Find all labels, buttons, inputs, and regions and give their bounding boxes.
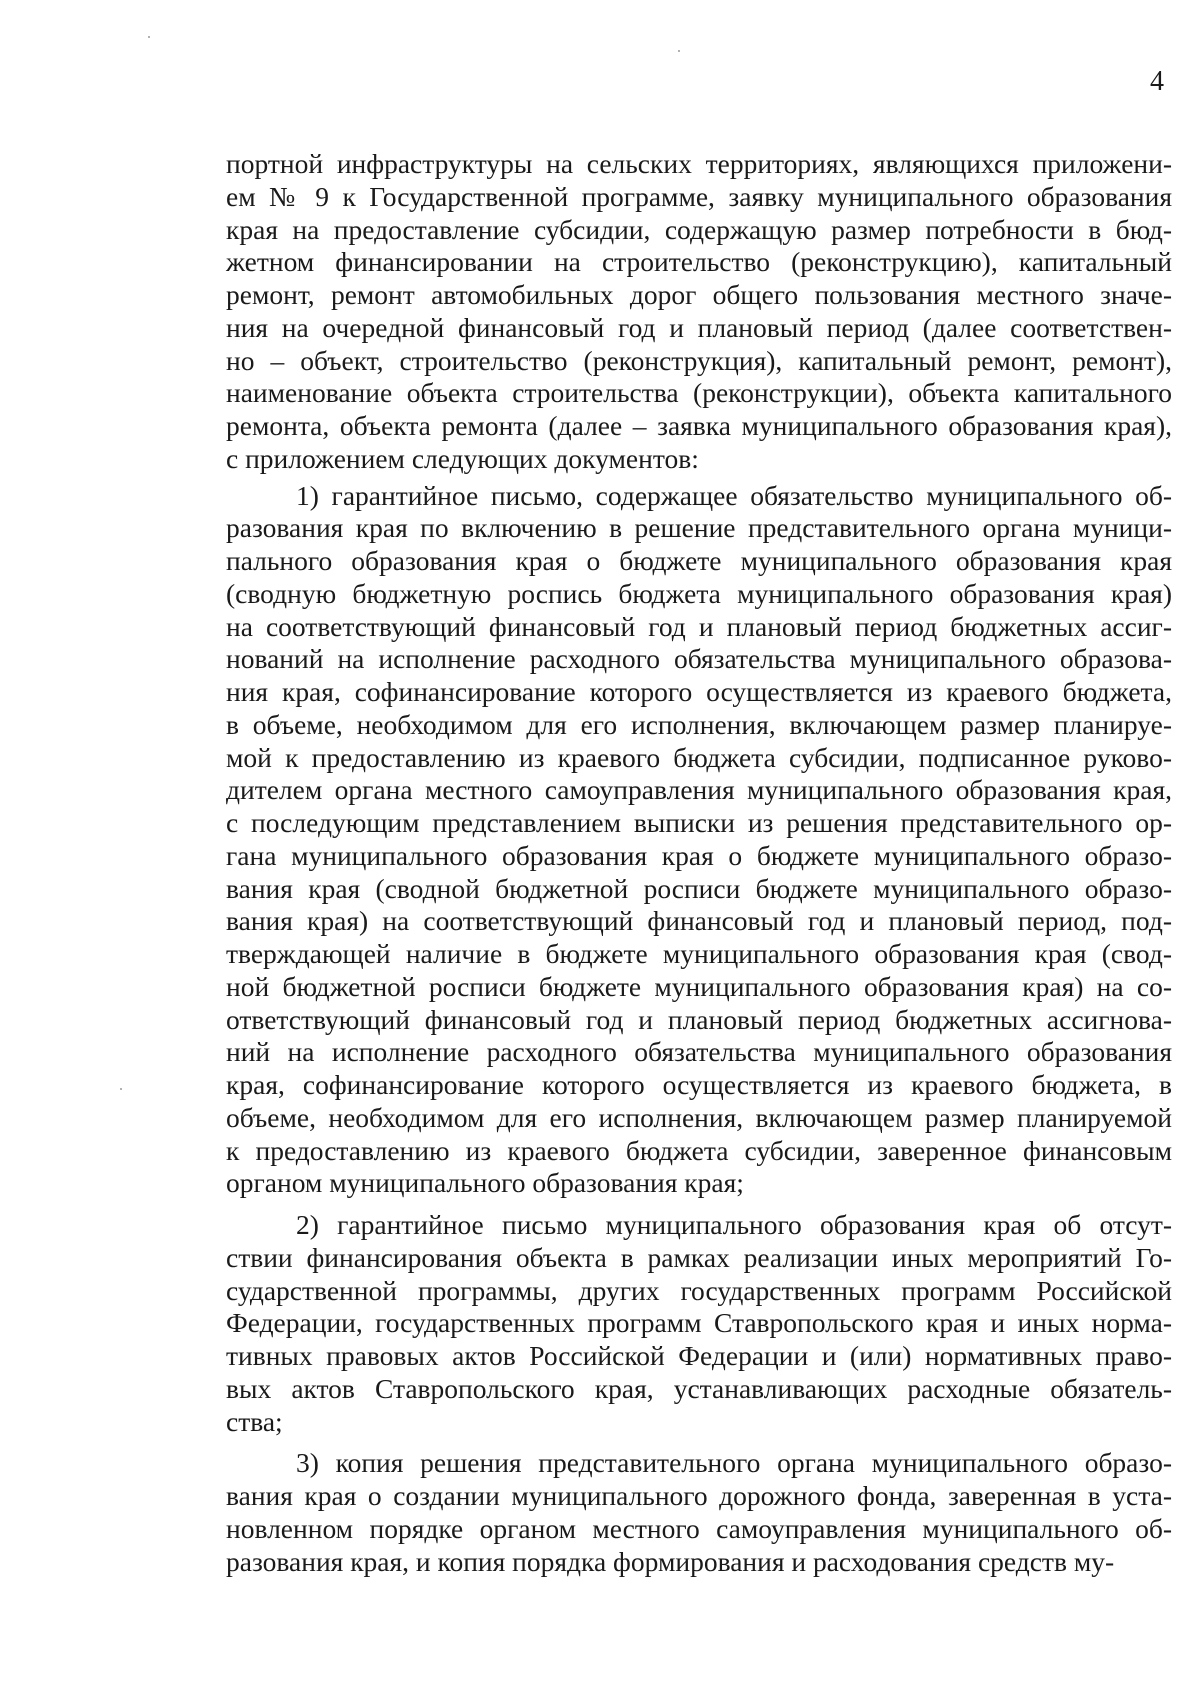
text-line: края на предоставление субсидии, содержащую размер потребности в бюд-: [226, 213, 1172, 245]
text-line: ной бюджетной росписи бюджете муниципального образования края) на со-: [226, 970, 1172, 1002]
text-line: наименование объекта строительства (реконструкции), объекта капитального: [226, 377, 1172, 409]
text-line: Федерации, государственных программ Ставропольского края и иных норма-: [226, 1307, 1172, 1339]
text-line: разования края по включению в решение представительного органа муници-: [226, 512, 1172, 544]
text-line: в объеме, необходимом для его исполнения, включающем размер планируе-: [226, 708, 1172, 740]
text-line: тивных правовых актов Российской Федерации и (или) нормативных право-: [226, 1340, 1172, 1371]
text-line: края, софинансирование которого осуществляется из краевого бюджета, в: [226, 1069, 1172, 1100]
text-line: с последующим представлением выписки из решения представительного ор-: [226, 807, 1172, 838]
paragraph-1: [226, 148, 1172, 476]
text-line: гана муниципального образования края о бюджете муниципального образо-: [226, 839, 1172, 871]
text-line: новленном порядке органом местного самоуправления муниципального об-: [226, 1512, 1172, 1544]
text-line: органом муниципального образования края;: [226, 1167, 744, 1199]
text-line: 2) гарантийное письмо муниципального образования края об отсут-: [296, 1209, 1172, 1240]
text-line: разования края, и копия порядка формирования и расходования средств му-: [226, 1545, 1115, 1577]
text-line: ства;: [226, 1405, 283, 1437]
paragraph-3: [226, 1209, 1172, 1438]
text-line: вых актов Ставропольского края, устанавливающих расходные обязатель-: [226, 1372, 1172, 1404]
text-line: 3) копия решения представительного органа муниципального образо-: [296, 1447, 1172, 1479]
text-line: ем № 9 к Государственной программе, заявку муниципального образования: [226, 180, 1172, 212]
text-line: портной инфраструктуры на сельских территориях, являющихся приложени-: [226, 148, 1172, 179]
text-line: жетном финансировании на строительство (реконструкцию), капитальный: [226, 246, 1172, 278]
text-line: к предоставлению из краевого бюджета субсидии, заверенное финансовым: [226, 1134, 1172, 1166]
text-line: объеме, необходимом для его исполнения, включающем размер планируемой: [226, 1101, 1172, 1133]
text-line: дителем органа местного самоуправления муниципального образования края,: [226, 774, 1172, 806]
text-line: тверждающей наличие в бюджете муниципального образования края (свод-: [226, 938, 1172, 969]
text-line: ремонта, объекта ремонта (далее – заявка муниципального образования края),: [226, 410, 1172, 441]
text-line: нований на исполнение расходного обязательства муниципального образова-: [226, 643, 1172, 675]
text-line: на соответствующий финансовый год и плановый период бюджетных ассиг-: [226, 610, 1172, 642]
text-line: вания края о создании муниципального дорожного фонда, заверенная в уста-: [226, 1480, 1172, 1511]
text-line: но – объект, строительство (реконструкция), капитальный ремонт, ремонт),: [226, 344, 1172, 376]
page-number: 4: [1150, 66, 1164, 97]
text-line: ствии финансирования объекта в рамках реализации иных мероприятий Го-: [226, 1241, 1172, 1273]
text-line: ния на очередной финансовый год и плановый период (далее соответствен-: [226, 311, 1172, 343]
scan-speck: [120, 1088, 122, 1090]
document-body: [226, 148, 1172, 1578]
scan-speck: [148, 36, 150, 38]
text-line: ответствующий финансовый год и плановый период бюджетных ассигнова-: [226, 1003, 1172, 1035]
text-line: 1) гарантийное письмо, содержащее обязательство муниципального об-: [296, 479, 1172, 511]
text-line: вания края) на соответствующий финансовый год и плановый период, под-: [226, 905, 1172, 937]
scan-speck: [678, 50, 680, 52]
paragraph-2: [226, 480, 1172, 1201]
text-line: ремонт, ремонт автомобильных дорог общего пользования местного значе-: [226, 279, 1172, 310]
text-line: ния края, софинансирование которого осуществляется из краевого бюджета,: [226, 676, 1172, 707]
paragraph-4: [226, 1447, 1172, 1578]
text-line: ний на исполнение расходного обязательства муниципального образования: [226, 1036, 1172, 1068]
text-line: (сводную бюджетную роспись бюджета муниципального образования края): [226, 577, 1172, 609]
text-line: мой к предоставлению из краевого бюджета субсидии, подписанное руково-: [226, 741, 1172, 773]
text-line: вания края (сводной бюджетной росписи бюджете муниципального образо-: [226, 872, 1172, 904]
text-line: с приложением следующих документов:: [226, 442, 699, 474]
text-line: сударственной программы, других государственных программ Российской: [226, 1274, 1172, 1306]
text-line: пального образования края о бюджете муниципального образования края: [226, 545, 1172, 576]
